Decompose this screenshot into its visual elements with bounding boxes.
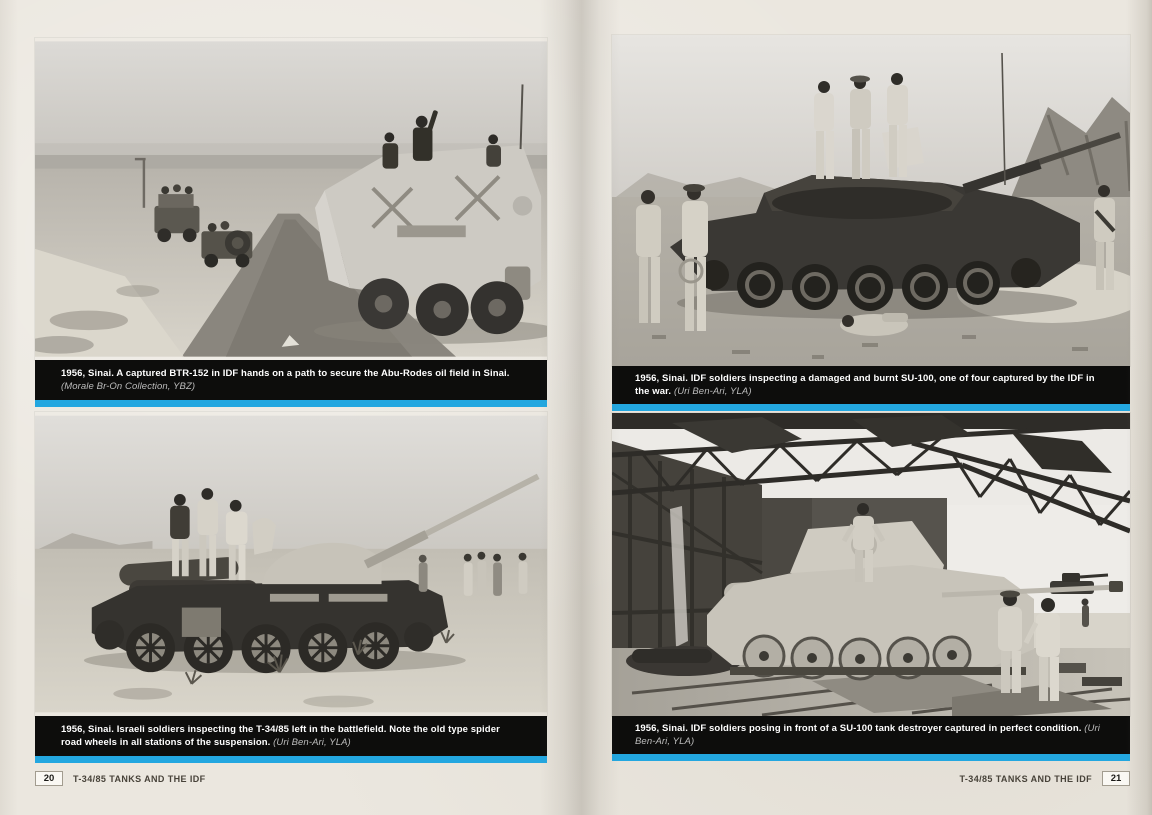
caption-figure1-bold: 1956, Sinai. A captured BTR-152 in IDF hands on a path to secure the Abu-Rodes oil field in Sinai. bbox=[61, 368, 510, 379]
accent-stripe-figure4 bbox=[612, 754, 1130, 761]
caption-figure1 bbox=[61, 367, 521, 393]
photo-t34-battlefield bbox=[35, 412, 547, 716]
footer-right bbox=[959, 770, 1130, 787]
caption-figure4-bold: 1956, Sinai. IDF soldiers posing in front of a SU-100 tank destroyer captured in perfect condition. bbox=[635, 723, 1082, 734]
footer-title-right: T-34/85 TANKS AND THE IDF bbox=[959, 773, 1092, 784]
caption-bar-figure1 bbox=[35, 360, 547, 400]
figure-t34-battlefield bbox=[35, 412, 547, 763]
caption-figure3 bbox=[61, 723, 521, 749]
caption-figure2-bold: 1956, Sinai. IDF soldiers inspecting a damaged and burnt SU-100, one of four captured by the IDF in the war. bbox=[635, 373, 1095, 397]
spider-road-wheels bbox=[95, 620, 434, 673]
caption-figure1-credit: (Morale Br-On Collection, YBZ) bbox=[61, 381, 196, 392]
caption-figure4-credit: (Uri Ben-Ari, YLA) bbox=[635, 723, 1100, 747]
page-left bbox=[35, 38, 547, 763]
soldier-under-track bbox=[840, 313, 908, 336]
caption-figure2-credit: (Uri Ben-Ari, YLA) bbox=[673, 386, 752, 397]
caption-bar-figure3 bbox=[35, 716, 547, 756]
accent-stripe-figure2 bbox=[612, 404, 1130, 411]
figure-su100-burnt bbox=[612, 35, 1130, 411]
figure-btr152-convoy bbox=[35, 38, 547, 407]
photo-su100-burnt bbox=[612, 35, 1130, 366]
page-gutter-shadow bbox=[540, 0, 620, 815]
photo-su100-hangar bbox=[612, 413, 1130, 716]
page-number-left: 20 bbox=[35, 771, 63, 786]
photo-btr152-convoy bbox=[35, 38, 547, 360]
page-edge-left bbox=[0, 0, 18, 815]
page-right bbox=[612, 35, 1130, 761]
figure-su100-hangar bbox=[612, 413, 1130, 761]
page-number-right: 21 bbox=[1102, 771, 1130, 786]
accent-stripe-figure1 bbox=[35, 400, 547, 407]
caption-bar-figure2 bbox=[612, 366, 1130, 404]
caption-figure4 bbox=[635, 722, 1107, 748]
accent-stripe-figure3 bbox=[35, 756, 547, 763]
caption-figure3-bold: 1956, Sinai. Israeli soldiers inspecting the T-34/85 left in the battlefield. Note the old type spider road wheels in all stations of the suspension. bbox=[61, 724, 500, 748]
caption-figure2 bbox=[635, 372, 1107, 398]
caption-bar-figure4 bbox=[612, 716, 1130, 754]
caption-figure3-credit: (Uri Ben-Ari, YLA) bbox=[273, 737, 351, 748]
footer-left bbox=[35, 770, 206, 787]
footer-title-left: T-34/85 TANKS AND THE IDF bbox=[73, 773, 206, 784]
